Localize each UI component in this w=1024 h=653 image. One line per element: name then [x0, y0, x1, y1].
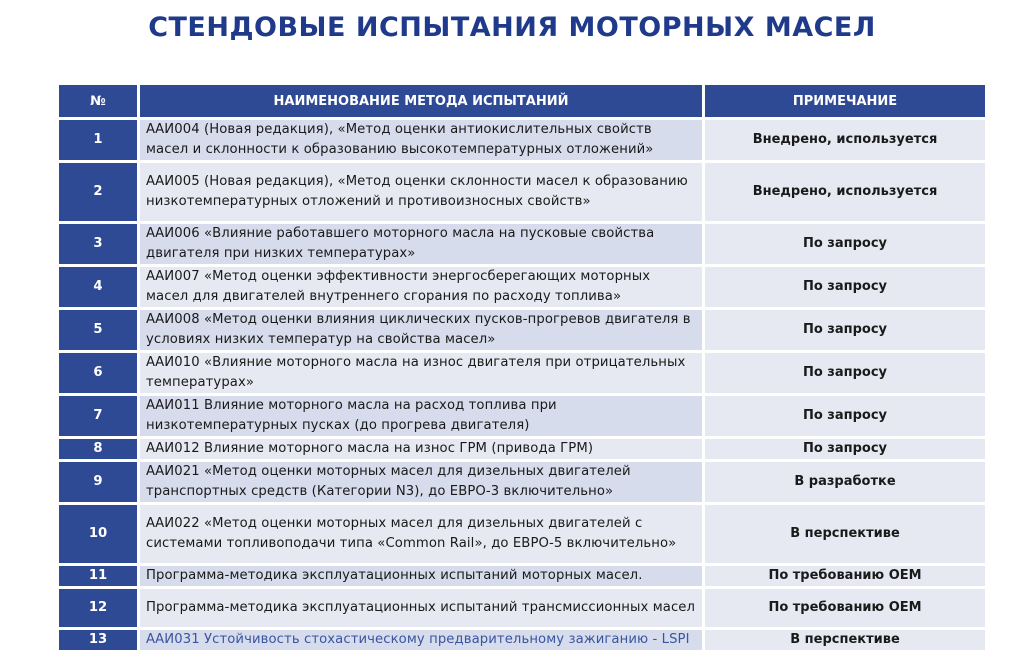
method-note: В перспективе [705, 505, 985, 563]
row-number: 5 [59, 310, 137, 350]
table-row [59, 267, 985, 307]
row-number: 9 [59, 462, 137, 502]
method-name: ААИ008 «Метод оценки влияния циклических пусков-прогревов двигателя в условиях низких температур на свойства масел» [140, 310, 702, 350]
method-name: ААИ010 «Влияние моторного масла на износ двигателя при отрицательных температурах» [140, 353, 702, 393]
row-number: 1 [59, 120, 137, 160]
row-number: 4 [59, 267, 137, 307]
method-note: По запросу [705, 224, 985, 264]
header-name: НАИМЕНОВАНИЕ МЕТОДА ИСПЫТАНИЙ [140, 85, 702, 117]
header-note: ПРИМЕЧАНИЕ [705, 85, 985, 117]
table-row [59, 120, 985, 160]
page-title: СТЕНДОВЫЕ ИСПЫТАНИЯ МОТОРНЫХ МАСЕЛ [148, 12, 876, 43]
table-body [59, 120, 985, 650]
table-row [59, 224, 985, 264]
row-number: 10 [59, 505, 137, 563]
table-row [59, 505, 985, 563]
row-number: 12 [59, 589, 137, 627]
method-note: По запросу [705, 353, 985, 393]
method-note: По запросу [705, 310, 985, 350]
method-note: По запросу [705, 439, 985, 459]
method-name: ААИ031 Устойчивость стохастическому предварительному зажиганию - LSPI [140, 630, 702, 650]
method-note: Внедрено, используется [705, 163, 985, 221]
method-note: Внедрено, используется [705, 120, 985, 160]
row-number: 2 [59, 163, 137, 221]
method-name: ААИ004 (Новая редакция), «Метод оценки антиокислительных свойств масел и склонности к образованию высокотемпературных отложений» [140, 120, 702, 160]
table-row [59, 630, 985, 650]
table-row [59, 462, 985, 502]
row-number: 3 [59, 224, 137, 264]
method-note: По требованию ОЕМ [705, 589, 985, 627]
table-row [59, 353, 985, 393]
methods-table [56, 82, 988, 653]
method-note: В перспективе [705, 630, 985, 650]
method-name: Программа-методика эксплуатационных испытаний трансмиссионных масел [140, 589, 702, 627]
method-note: В разработке [705, 462, 985, 502]
method-note: По запросу [705, 267, 985, 307]
table-header-row [59, 85, 985, 117]
row-number: 8 [59, 439, 137, 459]
method-name: ААИ012 Влияние моторного масла на износ ГРМ (привода ГРМ) [140, 439, 702, 459]
table-row [59, 439, 985, 459]
row-number: 6 [59, 353, 137, 393]
table-row [59, 163, 985, 221]
table-row [59, 566, 985, 586]
method-name: ААИ022 «Метод оценки моторных масел для дизельных двигателей с системами топливоподачи типа «Common Rail», до ЕВРО-5 включительно» [140, 505, 702, 563]
table-row [59, 310, 985, 350]
method-note: По запросу [705, 396, 985, 436]
method-name: ААИ006 «Влияние работавшего моторного масла на пусковые свойства двигателя при низких температурах» [140, 224, 702, 264]
method-note: По требованию ОЕМ [705, 566, 985, 586]
header-num: № [59, 85, 137, 117]
method-name: Программа-методика эксплуатационных испытаний моторных масел. [140, 566, 702, 586]
row-number: 11 [59, 566, 137, 586]
method-name: ААИ021 «Метод оценки моторных масел для дизельных двигателей транспортных средств (Категории N3), до ЕВРО-3 включительно» [140, 462, 702, 502]
method-name: ААИ011 Влияние моторного масла на расход топлива при низкотемпературных пусках (до прогрева двигателя) [140, 396, 702, 436]
method-name: ААИ007 «Метод оценки эффективности энергосберегающих моторных масел для двигателей внутреннего сгорания по расходу топлива» [140, 267, 702, 307]
method-name: ААИ005 (Новая редакция), «Метод оценки склонности масел к образованию низкотемпературных отложений и противоизносных свойств» [140, 163, 702, 221]
table-row [59, 396, 985, 436]
row-number: 7 [59, 396, 137, 436]
row-number: 13 [59, 630, 137, 650]
table-row [59, 589, 985, 627]
